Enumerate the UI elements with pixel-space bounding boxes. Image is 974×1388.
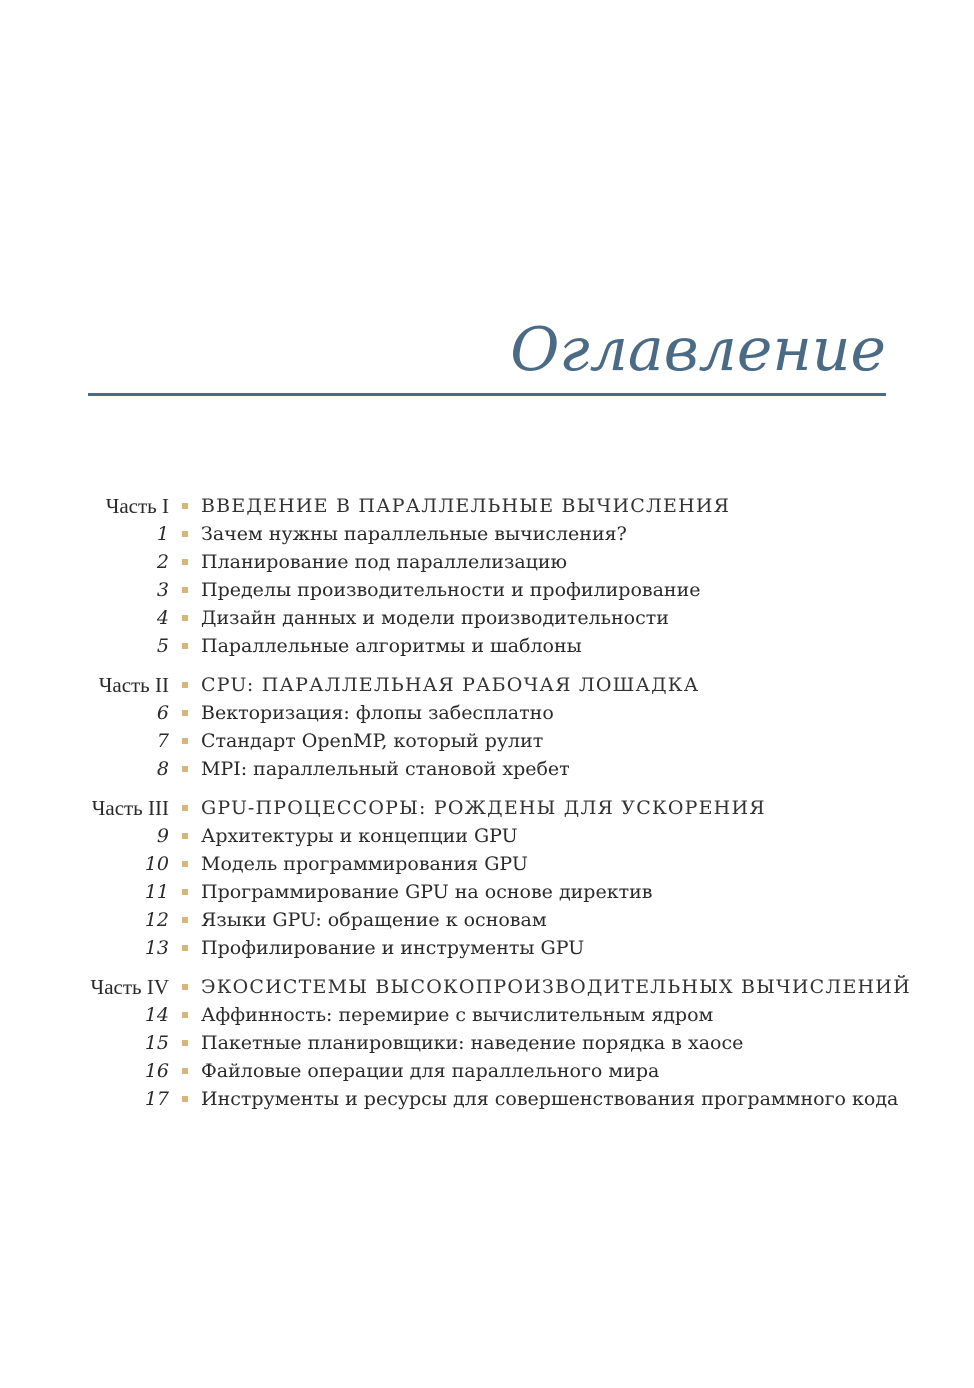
chapter-row-8[interactable]: [88, 755, 888, 783]
chapter-number: 1: [156, 523, 169, 545]
chapter-number: 16: [144, 1060, 169, 1082]
chapter-row-10[interactable]: [88, 850, 888, 878]
square-bullet-icon: [182, 833, 188, 839]
square-bullet-icon: [182, 805, 188, 811]
chapter-title: Зачем нужны параллельные вычисления?: [201, 523, 627, 545]
chapter-number: 14: [144, 1004, 169, 1026]
square-bullet-icon: [182, 710, 188, 716]
chapter-row-4[interactable]: [88, 604, 888, 632]
square-bullet-icon: [182, 643, 188, 649]
toc-part-3: [88, 794, 888, 962]
square-bullet-icon: [182, 587, 188, 593]
square-bullet-icon: [182, 738, 188, 744]
part-title: ВВЕДЕНИЕ В ПАРАЛЛЕЛЬНЫЕ ВЫЧИСЛЕНИЯ: [201, 495, 731, 517]
square-bullet-icon: [182, 682, 188, 688]
chapter-row-16[interactable]: [88, 1057, 888, 1085]
chapter-number: 12: [144, 909, 169, 931]
chapter-number: 6: [156, 702, 169, 724]
chapter-title: Пределы производительности и профилирование: [201, 579, 701, 601]
square-bullet-icon: [182, 861, 188, 867]
chapter-row-13[interactable]: [88, 934, 888, 962]
part-row[interactable]: [88, 794, 888, 822]
chapter-number: 9: [156, 825, 169, 847]
toc-part-2: [88, 671, 888, 783]
part-row[interactable]: [88, 671, 888, 699]
chapter-row-3[interactable]: [88, 576, 888, 604]
title-underline: [88, 393, 886, 396]
chapter-number: 7: [156, 730, 169, 752]
square-bullet-icon: [182, 766, 188, 772]
square-bullet-icon: [182, 984, 188, 990]
chapter-row-11[interactable]: [88, 878, 888, 906]
chapter-number: 8: [156, 758, 169, 780]
chapter-title: Дизайн данных и модели производительности: [201, 607, 669, 629]
square-bullet-icon: [182, 917, 188, 923]
part-title: CPU: ПАРАЛЛЕЛЬНАЯ РАБОЧАЯ ЛОШАДКА: [201, 674, 700, 696]
toc-part-4: [88, 973, 911, 1113]
chapter-number: 3: [156, 579, 169, 601]
chapter-row-15[interactable]: [88, 1029, 888, 1057]
chapter-row-5[interactable]: [88, 632, 888, 660]
chapter-title: Планирование под параллелизацию: [201, 551, 568, 573]
chapter-number: 10: [144, 853, 169, 875]
chapter-title: Модель программирования GPU: [201, 853, 528, 875]
square-bullet-icon: [182, 531, 188, 537]
square-bullet-icon: [182, 1040, 188, 1046]
chapter-title: Параллельные алгоритмы и шаблоны: [201, 635, 582, 657]
chapter-title: Аффинность: перемирие с вычислительным ядром: [201, 1004, 714, 1026]
square-bullet-icon: [182, 889, 188, 895]
chapter-number: 11: [144, 881, 169, 903]
chapter-row-7[interactable]: [88, 727, 888, 755]
chapter-title: Инструменты и ресурсы для совершенствования программного кода: [201, 1088, 899, 1110]
chapter-title: MPI: параллельный становой хребет: [201, 758, 570, 780]
chapter-number: 4: [156, 607, 169, 629]
square-bullet-icon: [182, 1012, 188, 1018]
chapter-row-2[interactable]: [88, 548, 888, 576]
chapter-row-17[interactable]: [88, 1085, 899, 1113]
square-bullet-icon: [182, 559, 188, 565]
square-bullet-icon: [182, 945, 188, 951]
chapter-row-12[interactable]: [88, 906, 888, 934]
chapter-title: Пакетные планировщики: наведение порядка в хаосе: [201, 1032, 744, 1054]
chapter-title: Векторизация: флопы забесплатно: [201, 702, 554, 724]
part-title: ЭКОСИСТЕМЫ ВЫСОКОПРОИЗВОДИТЕЛЬНЫХ ВЫЧИСЛЕНИЙ: [201, 976, 911, 998]
chapter-number: 2: [156, 551, 169, 573]
chapter-title: Файловые операции для параллельного мира: [201, 1060, 660, 1082]
table-of-contents: [88, 492, 911, 1113]
chapter-title: Программирование GPU на основе директив: [201, 881, 653, 903]
chapter-row-9[interactable]: [88, 822, 888, 850]
chapter-number: 15: [144, 1032, 169, 1054]
part-label: Часть IV: [90, 974, 169, 999]
chapter-number: 13: [144, 937, 169, 959]
page-title: Оглавление: [510, 315, 886, 385]
square-bullet-icon: [182, 615, 188, 621]
part-row[interactable]: [88, 973, 911, 1001]
chapter-row-14[interactable]: [88, 1001, 888, 1029]
chapter-row-6[interactable]: [88, 699, 888, 727]
chapter-title: Архитектуры и концепции GPU: [201, 825, 518, 847]
chapter-number: 5: [156, 635, 169, 657]
chapter-row-1[interactable]: [88, 520, 888, 548]
chapter-title: Профилирование и инструменты GPU: [201, 937, 585, 959]
square-bullet-icon: [182, 1068, 188, 1074]
square-bullet-icon: [182, 1096, 188, 1102]
part-row[interactable]: [88, 492, 888, 520]
chapter-title: Стандарт OpenMP, который рулит: [201, 730, 544, 752]
toc-part-1: [88, 492, 888, 660]
square-bullet-icon: [182, 503, 188, 509]
chapter-title: Языки GPU: обращение к основам: [201, 909, 547, 931]
part-label: Часть II: [98, 672, 169, 697]
part-label: Часть III: [91, 795, 169, 820]
part-title: GPU-ПРОЦЕССОРЫ: РОЖДЕНЫ ДЛЯ УСКОРЕНИЯ: [201, 797, 766, 819]
chapter-number: 17: [144, 1088, 169, 1110]
part-label: Часть I: [105, 493, 169, 518]
